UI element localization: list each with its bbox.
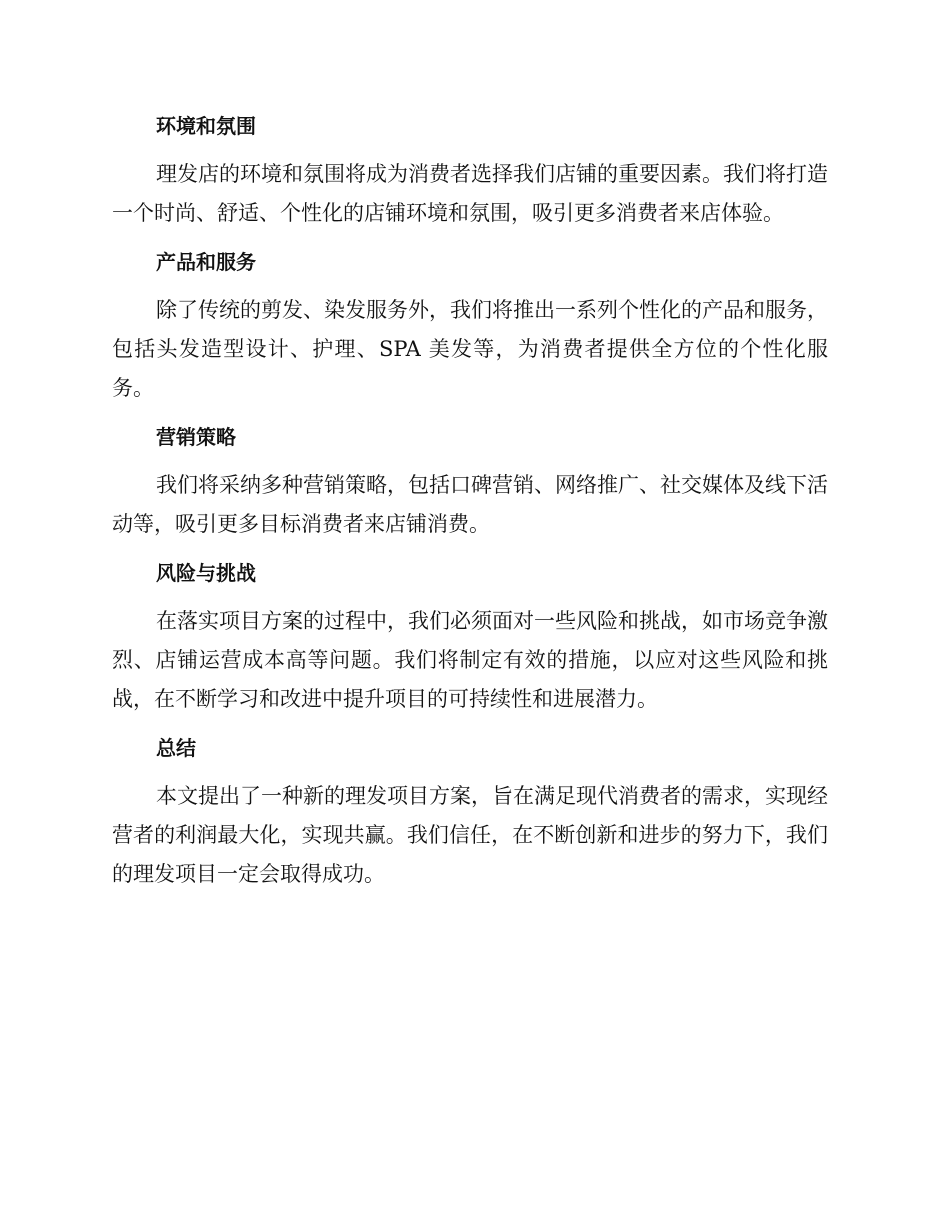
section-heading: 风险与挑战 xyxy=(156,561,256,585)
section-heading: 产品和服务 xyxy=(156,250,256,274)
section-environment xyxy=(112,108,828,233)
section-paragraph: 除了传统的剪发、染发服务外，我们将推出一系列个性化的产品和服务，包括头发造型设计、护理、SPA 美发等，为消费者提供全方位的个性化服务。 xyxy=(112,298,828,400)
section-paragraph: 本文提出了一种新的理发项目方案，旨在满足现代消费者的需求，实现经营者的利润最大化，实现共赢。我们信任，在不断创新和进步的努力下，我们的理发项目一定会取得成功。 xyxy=(112,784,828,886)
section-paragraph: 在落实项目方案的过程中，我们必须面对一些风险和挑战，如市场竞争激烈、店铺运营成本高等问题。我们将制定有效的措施，以应对这些风险和挑战，在不断学习和改进中提升项目的可持续性和进展潜力。 xyxy=(112,609,828,711)
section-paragraph: 理发店的环境和氛围将成为消费者选择我们店铺的重要因素。我们将打造一个时尚、舒适、个性化的店铺环境和氛围，吸引更多消费者来店体验。 xyxy=(112,162,828,225)
section-heading: 环境和氛围 xyxy=(156,114,256,138)
section-products-services xyxy=(112,244,828,408)
section-risks xyxy=(112,555,828,719)
section-paragraph: 我们将采纳多种营销策略，包括口碑营销、网络推广、社交媒体及线下活动等，吸引更多目标消费者来店铺消费。 xyxy=(112,473,828,536)
section-marketing xyxy=(112,419,828,544)
section-heading: 总结 xyxy=(156,736,196,760)
section-summary xyxy=(112,730,828,894)
section-heading: 营销策略 xyxy=(156,425,236,449)
document-body xyxy=(112,108,828,905)
